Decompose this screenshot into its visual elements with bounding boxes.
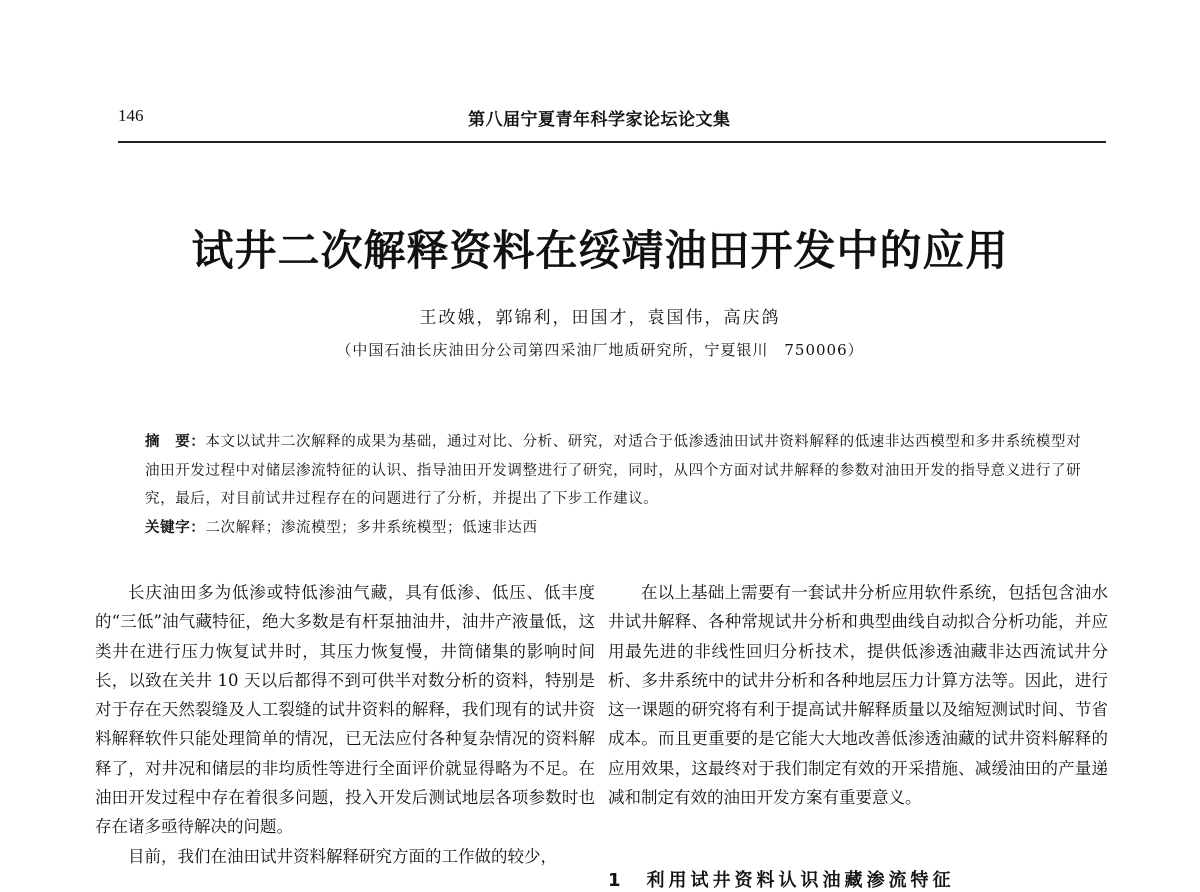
- header-rule: [118, 141, 1106, 143]
- authors: 王改娥，郭锦利，田国才，袁国伟，高庆鸽: [419, 308, 781, 328]
- paragraph: 在以上基础上需要有一套试井分析应用软件系统，包括包含油水井试井解释、各种常规试井分析和典型曲线自动拟合分析功能，并应用最先进的非线性回归分析技术，提供低渗透油藏非达西流试井分析、多井系统中的试井分析和各种地层压力计算方法等。因此，进行这一课题的研究将有利于提高试井解释质量以及缩短测试时间、节省成本。而且更重要的是它能大大地改善低渗透油藏的试井资料解释的应用效果，这最终对于我们制定有效的开采措施、减缓油田的产量递减和制定有效的油田开发方案有重要意义。: [608, 583, 1108, 808]
- section-heading: 1 利用试井资料认识油藏渗流特征: [608, 870, 955, 891]
- abstract-label: 摘 要：: [145, 434, 206, 450]
- keywords-text: 二次解释；渗流模型；多井系统模型；低速非达西: [205, 519, 538, 536]
- abstract-block: [145, 428, 1090, 542]
- paragraph: 目前，我们在油田试井资料解释研究方面的工作做的较少，: [128, 846, 557, 866]
- paragraph: 长庆油田多为低渗或特低渗油气藏，具有低渗、低压、低丰度的“三低”油气藏特征，绝大多数是有杆泵抽油井，油井产液量低，这类井在进行压力恢复试井时，其压力恢复慢，井筒储集的影响时间长，以致在关井 10 天以后都得不到可供半对数分析的资料，特别是对于存在天然裂缝及人工裂缝的试井资料的解释，我们现有的试井资料解释软件只能处理简单的情况，已无法应付各种复杂情况的资料解释了，对井况和储层的非均质性等进行全面评价就显得略为不足。在油田开发过程中存在着很多问题，投入开发后测试地层各项参数时也存在诸多亟待解决的问题。: [95, 583, 595, 837]
- keywords: [145, 514, 1090, 543]
- page-number: 146: [118, 106, 144, 125]
- article-title: 试井二次解释资料在绥靖油田开发中的应用: [191, 226, 1009, 275]
- right-column: [608, 578, 1108, 812]
- keywords-label: 关键字：: [145, 519, 206, 536]
- abstract: [145, 428, 1090, 514]
- affiliation: （中国石油长庆油田分公司第四采油厂地质研究所，宁夏银川 750006）: [336, 341, 864, 359]
- running-title: 第八届宁夏青年科学家论坛论文集: [468, 110, 731, 130]
- abstract-text: 本文以试井二次解释的成果为基础，通过对比、分析、研究，对适合于低渗透油田试井资料解释的低速非达西模型和多井系统模型对油田开发过程中对储层渗流特征的认识、指导油田开发调整进行了研究，同时，从四个方面对试井解释的参数对油田开发的指导意义进行了研究，最后，对目前试井过程存在的问题进行了分析，并提出了下步工作建议。: [145, 434, 1082, 507]
- left-column: [95, 578, 595, 871]
